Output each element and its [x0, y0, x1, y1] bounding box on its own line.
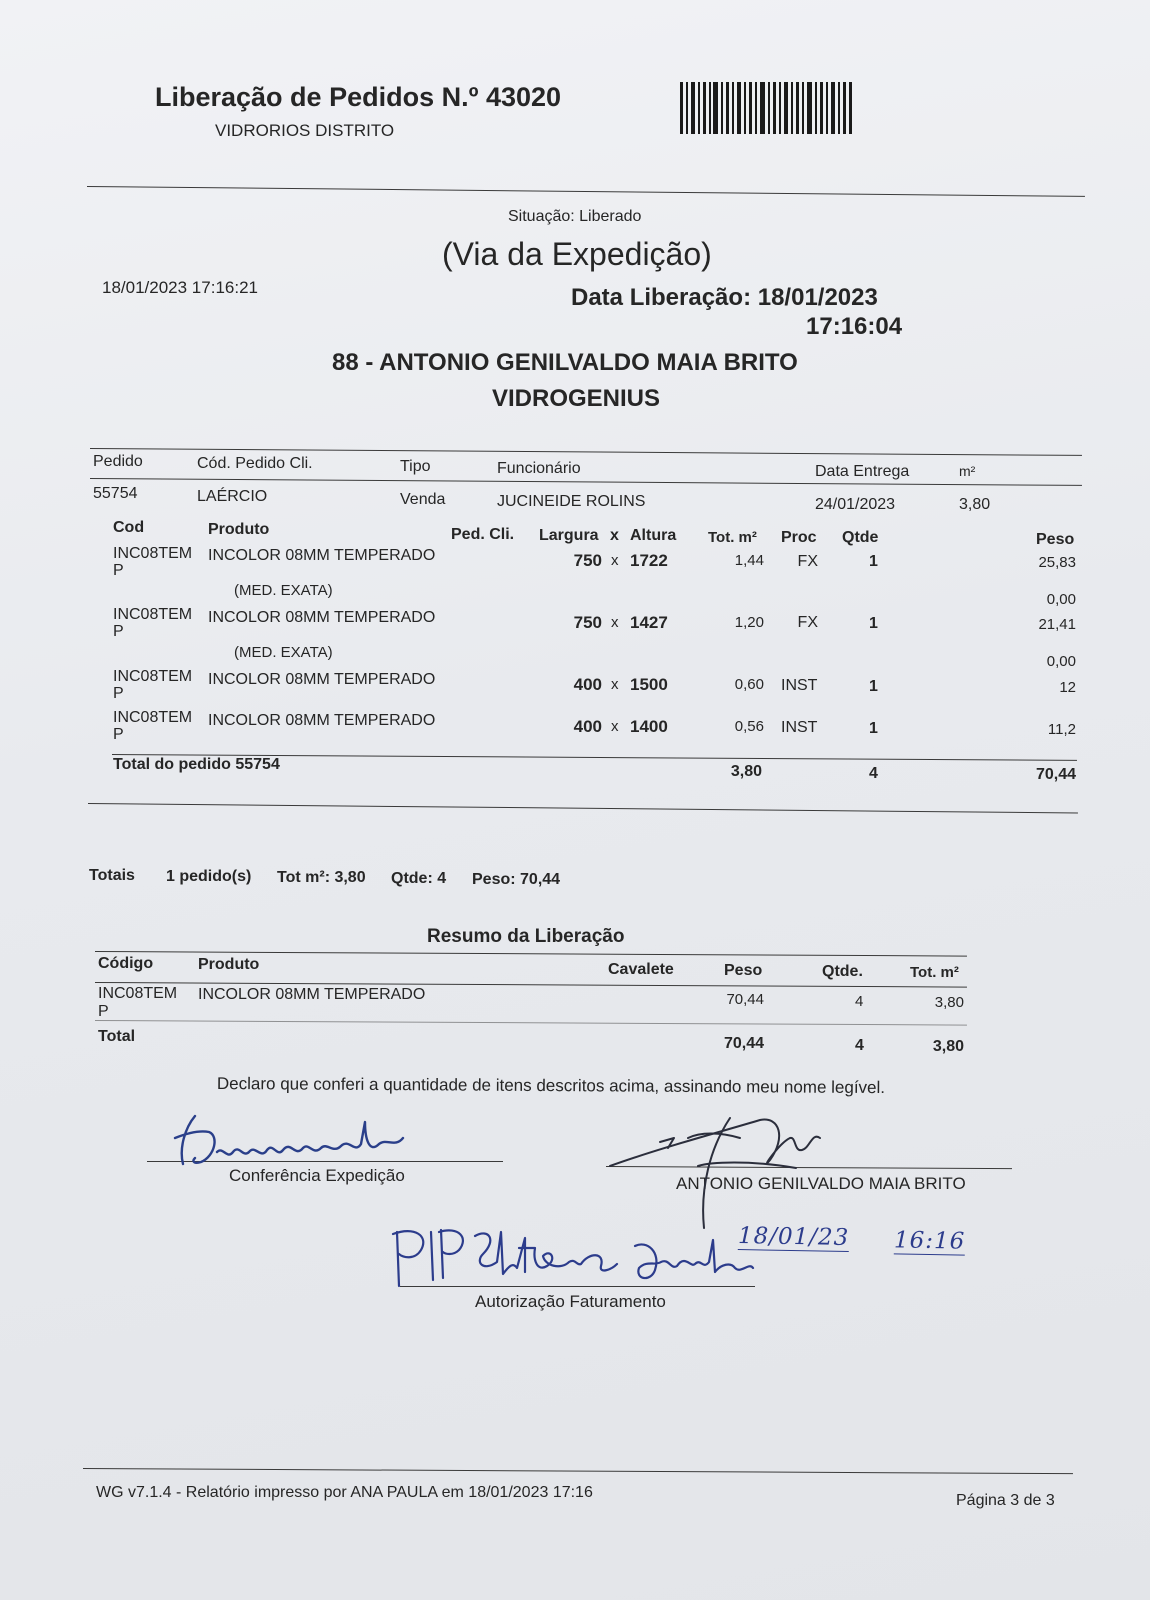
item-largura: 400: [573, 675, 602, 694]
order-funcionario: JUCINEIDE ROLINS: [497, 493, 646, 510]
items-col-largura: Largura: [539, 527, 599, 544]
item-peso: 11,2: [1047, 721, 1076, 738]
item-proc: FX: [797, 553, 818, 570]
company-name: VIDRORIOS DISTRITO: [215, 121, 395, 140]
item-note-peso: 0,00: [1046, 591, 1076, 608]
header-divider: [87, 186, 1085, 197]
items-col-peso: Peso: [1036, 531, 1075, 548]
order-m2: 3,80: [959, 496, 991, 513]
item-peso: 12: [1059, 679, 1076, 696]
faturamento-signature: [385, 1222, 765, 1294]
item-tot-m2: 1,20: [734, 614, 764, 631]
via-label: (Via da Expedição): [442, 236, 712, 272]
item-peso: 21,41: [1038, 616, 1076, 633]
summary-total-peso: 70,44: [723, 1035, 764, 1052]
items-col-x: x: [610, 527, 619, 544]
item-altura: 1400: [630, 717, 668, 736]
order-header-rule: [90, 478, 1082, 486]
item-cod: INC08TEM P: [113, 545, 193, 579]
item-qtde: 1: [869, 615, 878, 632]
item-note: (MED. EXATA): [234, 582, 333, 599]
item-proc: FX: [797, 614, 818, 631]
item-largura: 750: [573, 613, 602, 632]
col-cod-pedido-cli: Cód. Pedido Cli.: [197, 455, 313, 472]
item-proc: INST: [781, 719, 818, 736]
handwritten-date: 18/01/23: [737, 1223, 850, 1251]
totals-m2: Tot m²: 3,80: [277, 869, 366, 886]
order-tipo: Venda: [400, 491, 446, 508]
col-data-entrega: Data Entrega: [815, 463, 910, 480]
item-x: x: [611, 676, 619, 693]
order-pedido: 55754: [93, 485, 138, 502]
summary-col-produto: Produto: [198, 956, 260, 973]
summary-total-qtde: 4: [855, 1037, 864, 1054]
barcode-icon: [680, 82, 858, 136]
item-qtde: 1: [869, 678, 878, 695]
footer-report-info: WG v7.1.4 - Relatório impresso por ANA PAULA em 18/01/2023 17:16: [96, 1484, 593, 1501]
col-funcionario: Funcionário: [497, 460, 581, 477]
summary-col-cavalete: Cavalete: [608, 961, 674, 978]
item-cod: INC08TEM P: [113, 606, 193, 640]
col-pedido: Pedido: [93, 453, 143, 470]
summary-col-tot-m2: Tot. m²: [910, 964, 959, 981]
items-col-qtde: Qtde: [842, 529, 879, 546]
items-col-ped-cli: Ped. Cli.: [451, 526, 515, 543]
order-total-qtde: 4: [869, 765, 878, 782]
totals-qtde: Qtde: 4: [391, 870, 447, 887]
order-bottom-rule: [88, 803, 1078, 814]
item-cod: INC08TEM P: [113, 668, 193, 702]
order-data-entrega: 24/01/2023: [815, 496, 896, 513]
summary-tot-m2: 3,80: [934, 994, 964, 1011]
totals-pedidos: 1 pedido(s): [166, 868, 252, 885]
item-altura: 1500: [630, 675, 668, 694]
summary-col-qtde: Qtde.: [822, 963, 863, 980]
item-note-peso: 0,00: [1046, 653, 1076, 670]
client-signature-label: ANTONIO GENILVALDO MAIA BRITO: [676, 1174, 966, 1193]
summary-cod: INC08TEM P: [98, 985, 178, 1020]
summary-row-rule: [95, 1020, 967, 1026]
col-tipo: Tipo: [400, 458, 431, 475]
summary-col-peso: Peso: [724, 962, 763, 979]
client-signature: [600, 1108, 830, 1238]
item-largura: 400: [573, 717, 602, 736]
faturamento-label: Autorização Faturamento: [475, 1292, 666, 1311]
item-altura: 1427: [630, 613, 668, 632]
totals-label: Totais: [89, 867, 135, 884]
order-total-peso: 70,44: [1035, 766, 1076, 783]
items-col-proc: Proc: [781, 529, 817, 546]
items-col-tot-m2: Tot. m²: [708, 529, 757, 546]
conferencia-label: Conferência Expedição: [229, 1166, 405, 1185]
item-tot-m2: 1,44: [734, 552, 764, 569]
summary-produto: INCOLOR 08MM TEMPERADO: [198, 986, 426, 1003]
items-col-produto: Produto: [208, 521, 270, 538]
item-produto: INCOLOR 08MM TEMPERADO: [208, 609, 436, 626]
item-produto: INCOLOR 08MM TEMPERADO: [208, 547, 436, 564]
item-qtde: 1: [869, 720, 878, 737]
order-total-label: Total do pedido 55754: [113, 756, 280, 773]
item-cod: INC08TEM P: [113, 709, 193, 743]
totals-peso: Peso: 70,44: [472, 871, 561, 888]
footer-page-number: Página 3 de 3: [956, 1492, 1055, 1509]
item-proc: INST: [781, 677, 818, 694]
item-tot-m2: 0,60: [734, 676, 764, 693]
order-total-m2: 3,80: [730, 763, 762, 780]
declaration-text: Declaro que conferi a quantidade de itens descritos acima, assinando meu nome legível.: [216, 1074, 886, 1098]
item-x: x: [611, 614, 619, 631]
footer-rule: [83, 1468, 1073, 1474]
item-largura: 750: [573, 551, 602, 570]
order-cod-cli: LAÉRCIO: [197, 488, 268, 505]
conferencia-signature: [165, 1108, 425, 1172]
release-date: Data Liberação: 18/01/2023: [571, 284, 878, 311]
item-altura: 1722: [630, 551, 668, 570]
items-col-altura: Altura: [630, 527, 677, 544]
summary-col-codigo: Código: [98, 955, 154, 972]
items-col-cod: Cod: [113, 519, 145, 536]
col-m2: m²: [959, 463, 976, 479]
item-produto: INCOLOR 08MM TEMPERADO: [208, 671, 436, 688]
item-tot-m2: 0,56: [734, 718, 764, 735]
summary-total-tot-m2: 3,80: [932, 1038, 964, 1055]
client-name: 88 - ANTONIO GENILVALDO MAIA BRITO: [332, 349, 798, 376]
print-datetime: 18/01/2023 17:16:21: [102, 278, 258, 297]
document-title: Liberação de Pedidos N.º 43020: [155, 82, 562, 112]
handwritten-time: 16:16: [893, 1227, 966, 1255]
item-qtde: 1: [869, 553, 878, 570]
summary-total-label: Total: [98, 1028, 136, 1045]
item-x: x: [611, 718, 619, 735]
item-note: (MED. EXATA): [234, 644, 333, 661]
client-company: VIDROGENIUS: [492, 385, 661, 412]
summary-qtde: 4: [855, 993, 864, 1010]
item-x: x: [611, 552, 619, 569]
item-peso: 25,83: [1038, 554, 1076, 571]
item-produto: INCOLOR 08MM TEMPERADO: [208, 712, 436, 729]
summary-peso: 70,44: [726, 991, 764, 1008]
status-label: Situação: Liberado: [508, 208, 642, 225]
release-time: 17:16:04: [806, 313, 903, 340]
summary-title: Resumo da Liberação: [427, 926, 625, 947]
